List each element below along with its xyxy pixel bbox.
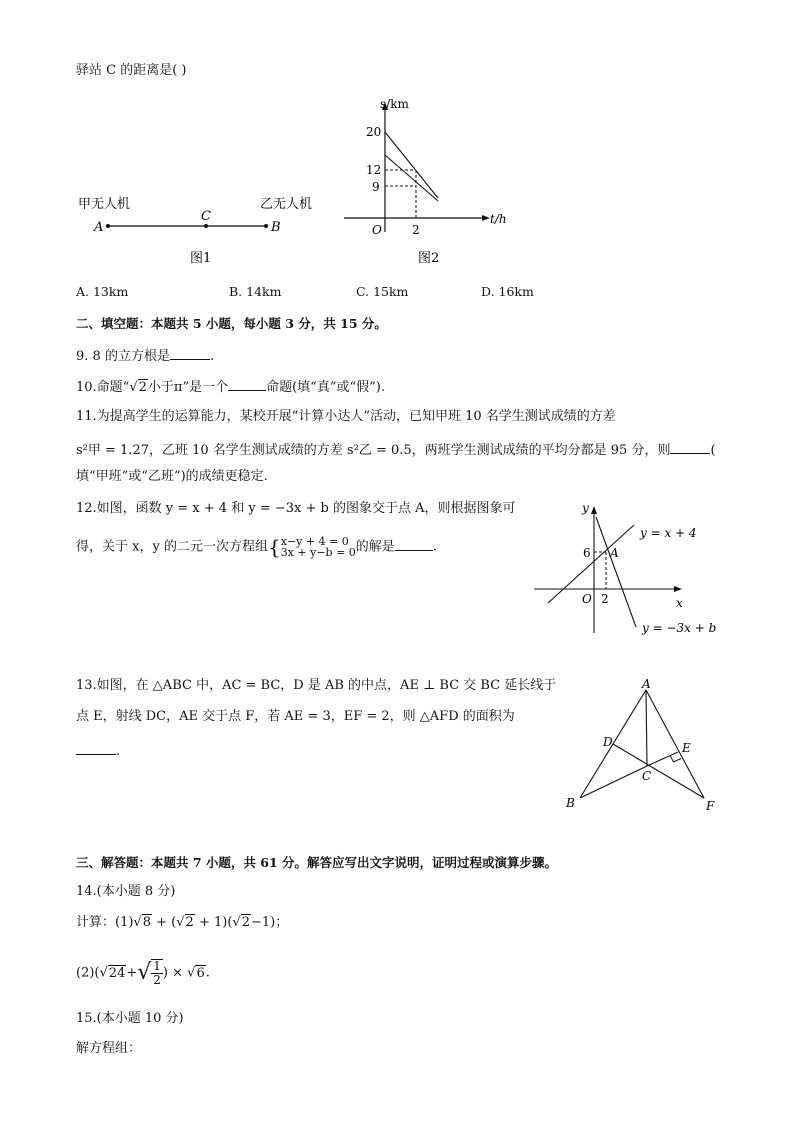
fig12-line1-label: y = x + 4 [640, 526, 697, 540]
q14-part1-mid: + ( [152, 915, 177, 930]
q14-part1-mid2: + 1)( [194, 915, 233, 930]
fig1-label-right: 乙无人机 [260, 197, 313, 212]
q14-part2-end: . [205, 965, 210, 981]
fig1-label-left: 甲无人机 [78, 197, 131, 212]
q9-text: 9. 8 的立方根是 [76, 349, 170, 364]
q10-mid: 小于π”是一个 [147, 380, 229, 395]
q13-line3 [76, 741, 120, 761]
q11-line2-end: ( [710, 443, 716, 458]
q14-title: 14.(本小题 8 分) [76, 884, 176, 899]
fig12-line-minus-3x-plus-b [596, 517, 636, 627]
q14-radicand-24: 24 [108, 965, 126, 981]
fig2-y-tick-9: 9 [372, 180, 380, 194]
choice-c: C. 15km [356, 284, 409, 299]
fig1-caption: 图1 [190, 251, 212, 266]
point-c-dot [204, 224, 208, 228]
fig12-tick-y: 6 [583, 546, 591, 560]
q14-part1-end: −1)； [250, 915, 289, 930]
q14-part2: (2)(√24+√ $\frac{1}{2}$ ) × √6. [76, 959, 210, 987]
q14-frac-num: 1 [153, 959, 161, 973]
point-b-dot [264, 224, 268, 228]
q11-blank [670, 440, 710, 454]
fig2-line-yi [385, 155, 438, 201]
fig13-right-angle-mark [670, 756, 681, 763]
point-a-dot [106, 224, 110, 228]
fig13-label-f: F [706, 799, 715, 813]
q14-part2-plus: + [126, 965, 138, 981]
fig2-x-tick-2: 2 [412, 223, 420, 237]
q10-line: 10.命题“√2小于π”是一个 命题(填“真”或“假”). [76, 377, 385, 397]
q9-end: . [209, 349, 215, 364]
figure-q12 [528, 495, 742, 640]
q15-title: 15.(本小题 10 分) [76, 1011, 184, 1026]
q14-frac-den: 2 [153, 973, 161, 987]
q10-post: 命题(填“真”或“假”). [266, 380, 385, 395]
fig12-origin: O [582, 592, 592, 606]
q11-line2-text: s²甲 = 1.27，乙班 10 名学生测试成绩的方差 s²乙 = 0.5，两班学生测试成绩的平均分都是 95 分，则 [76, 443, 671, 458]
q12-end: . [432, 539, 437, 555]
fig2-y-tick-12: 12 [366, 163, 382, 177]
q12-line2-mid: 的解是 [355, 539, 395, 555]
q12-line1: 12.如图，函数 y = x + 4 和 y = −3x + b 的图象交于点 A，则根据图象可 [76, 501, 516, 516]
fig12-x-label: x [676, 596, 683, 610]
fig13-label-d: D [603, 735, 613, 749]
q12-eq2: 3x + y−b = 0 [280, 546, 356, 559]
q10-blank [228, 377, 266, 391]
q13-line2: 点 E，射线 DC，AE 交于点 F，若 AE = 3，EF = 2，则 △AFD 的面积为 [76, 709, 515, 724]
figure-1 [70, 190, 340, 270]
fig13-label-a: A [642, 677, 651, 691]
fig13-label-b: B [566, 796, 575, 810]
fig1-point-a: A [94, 220, 104, 235]
q12-equation-system [281, 536, 356, 558]
fig13-side-ac [646, 690, 647, 766]
q9-blank [170, 346, 210, 360]
fig13-segment-af [646, 690, 704, 798]
q14-radicand-2b: 2 [241, 915, 250, 930]
fig12-tick-x: 2 [601, 592, 609, 606]
fig12-y-arrow [591, 506, 597, 514]
q12-eq1: x−y + 4 = 0 [280, 535, 349, 548]
fig13-extension-ce [647, 752, 678, 766]
fig12-y-label: y [582, 501, 589, 515]
q13-end: . [116, 744, 121, 759]
fig12-x-arrow [674, 586, 682, 592]
q13-blank [76, 741, 116, 755]
choice-b: B. 14km [229, 284, 282, 299]
q10-pre: 10.命题“ [76, 380, 130, 395]
choice-a: A. 13km [76, 284, 129, 299]
q15-text: 解方程组： [76, 1041, 142, 1056]
q14-radicand-8: 8 [142, 915, 151, 930]
figure-q13 [560, 676, 730, 816]
q12-line2-text: 得，关于 x，y 的二元一次方程组 [76, 539, 268, 555]
q14-radicand-2a: 2 [185, 915, 194, 930]
section3-heading: 三、解答题：本题共 7 小题，共 61 分。解答应写出文字说明，证明过程或演算步骤。 [76, 855, 558, 870]
q14-part1-pre: 计算：(1) [76, 915, 134, 930]
q12-line2: 得，关于 x，y 的二元一次方程组{ x−y + 4 = 0 3x + y−b = 0 的解是 . [76, 535, 437, 559]
q11-line1: 11.为提高学生的运算能力，某校开展“计算小达人”活动，已知甲班 10 名学生测试成绩的方差 [76, 409, 616, 424]
fig12-point-a: A [610, 546, 619, 560]
fig2-y-tick-20: 20 [366, 125, 382, 139]
q14-part1: 计算：(1)√8 + (√2 + 1)(√2−1)； [76, 915, 289, 930]
q13-line1: 13.如图，在 △ABC 中，AC = BC，D 是 AB 的中点，AE ⊥ BC 交 BC 延长线于 [76, 678, 557, 693]
fig2-x-arrow [482, 215, 490, 221]
q14-part2-pre: (2)( [76, 965, 100, 981]
fig13-label-c: C [642, 769, 652, 783]
q14-part2-times: ) × [162, 965, 188, 981]
q10-radicand: 2 [138, 380, 147, 395]
fig2-caption: 图2 [418, 251, 440, 266]
fig2-y-label: s/km [380, 97, 409, 111]
fig2-line-jia [385, 132, 438, 198]
fig1-point-c: C [201, 209, 211, 224]
q9-line [76, 346, 214, 366]
q8-text: 驿站 C 的距离是( ) [76, 63, 187, 78]
fig13-label-e: E [682, 741, 691, 755]
figure-2 [338, 94, 518, 270]
q11-line2 [76, 440, 716, 460]
choice-d: D. 16km [481, 284, 534, 299]
q12-blank [395, 537, 433, 551]
q14-fraction [151, 959, 163, 987]
q11-line3: 填“甲班”或“乙班”)的成绩更稳定. [76, 469, 268, 484]
fig12-line2-label: y = −3x + b [642, 621, 717, 635]
fig2-x-label: t/h [490, 212, 507, 226]
q14-radicand-6: 6 [196, 965, 205, 981]
section2-heading: 二、填空题：本题共 5 小题，每小题 3 分，共 15 分。 [76, 316, 387, 331]
fig2-origin: O [372, 223, 382, 237]
fig1-point-b: B [271, 220, 281, 235]
